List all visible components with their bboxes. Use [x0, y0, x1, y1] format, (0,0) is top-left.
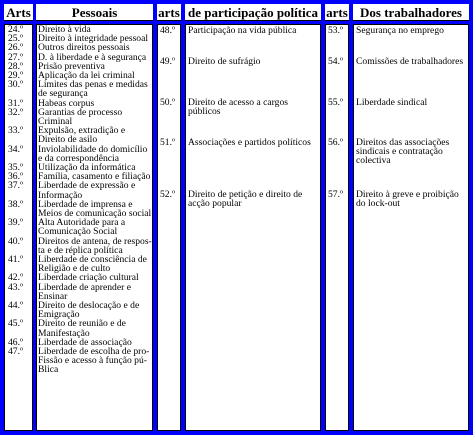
pessoais-art-number: 45.º: [8, 318, 23, 330]
pessoais-right-text: Liberdade de associação: [38, 336, 132, 348]
header-arts-participacao: arts: [158, 5, 180, 20]
pessoais-art-number: 28.º: [8, 60, 23, 72]
pessoais-art-number: 29.º: [8, 70, 23, 81]
pessoais-right-text: Liberdade de aprender e Ensinar: [38, 281, 131, 302]
pessoais-art-number: 31.º: [8, 97, 23, 109]
trabalhadores-art-number: 56.º: [328, 137, 343, 148]
header-pessoais: Pessoais: [36, 4, 153, 21]
pessoais-art-number: 33.º: [8, 125, 23, 137]
participacao-art-number: 49.º: [160, 56, 175, 67]
pessoais-art-number: 44.º: [8, 300, 23, 311]
pessoais-art-number: 41.º: [8, 254, 23, 265]
col-arts-trabalhadores: [325, 24, 349, 431]
pessoais-right-text: Liberdade de imprensa e Meios de comunicação social: [38, 198, 152, 219]
pessoais-art-number: 37.º: [8, 180, 23, 192]
header-arts-trabalhadores: arts: [326, 5, 348, 20]
pessoais-right-text: Habeas corpus: [38, 97, 95, 109]
pessoais-art-number: 27.º: [8, 51, 23, 63]
trabalhadores-right-text: Liberdade sindical: [356, 97, 428, 108]
pessoais-art-number: 38.º: [8, 198, 23, 210]
pessoais-right-text: Família, casamento e filiação: [38, 171, 151, 183]
pessoais-right-text: Liberdade criação cultural: [38, 272, 139, 284]
pessoais-right-text: Inviolabilidade do domicílio e da correspondência: [38, 143, 148, 164]
participacao-right-text: Direito de sufrágio: [188, 56, 261, 67]
pessoais-art-number: 26.º: [8, 42, 23, 54]
pessoais-right-text: Alta Autoridade para a Comunicação Social: [38, 217, 126, 238]
pessoais-right-text: Expulsão, extradição e Direito de asilo: [38, 125, 126, 146]
trabalhadores-right-text: Direito à greve e proibição do lock-out: [356, 189, 459, 210]
pessoais-art-number: 32.º: [8, 106, 23, 118]
pessoais-right-text: Liberdade de escolha de pro- Fissão e acesso à função pú- Blica: [38, 346, 150, 376]
trabalhadores-art-number: 57.º: [328, 189, 343, 200]
pessoais-art-number: 30.º: [8, 79, 23, 91]
pessoais-art-number: 25.º: [8, 33, 23, 45]
participacao-art-number: 51.º: [160, 137, 175, 148]
trabalhadores-right-text: Direitos das associações sindicais e contratação colectiva: [356, 137, 450, 167]
pessoais-right-text: Direito de reunião e de Manifestação: [38, 318, 126, 339]
pessoais-art-number: 47.º: [8, 346, 23, 357]
header-trabalhadores: Dos trabalhadores: [353, 4, 469, 21]
participacao-right-text: Participação na vida pública: [188, 25, 297, 36]
participacao-right-text: Associações e partidos políticos: [188, 137, 311, 148]
trabalhadores-art-number: 55.º: [328, 97, 343, 108]
trabalhadores-right-text: Segurança no emprego: [356, 25, 444, 36]
participacao-right-text: Direito de petição e direito de acção popular: [188, 189, 303, 210]
col-trabalhadores: [353, 24, 469, 431]
pessoais-right-text: Direito à vida: [38, 24, 91, 35]
pessoais-right-text: Limites das penas e medidas de segurança: [38, 79, 148, 100]
pessoais-art-number: 34.º: [8, 143, 23, 155]
pessoais-art-number: 35.º: [8, 162, 23, 173]
pessoais-right-text: Direito de deslocação e de Emigração: [38, 300, 140, 321]
pessoais-art-number: 24.º: [8, 24, 23, 35]
pessoais-right-text: Liberdade de expressão e Informação: [38, 180, 136, 201]
pessoais-right-text: Liberdade de consciência de Religião e de culto: [38, 254, 147, 275]
participacao-art-number: 52.º: [160, 189, 175, 200]
participacao-art-number: 48.º: [160, 25, 175, 36]
col-participacao: [185, 24, 321, 431]
pessoais-right-text: Direitos de antena, de respos- ta e de réplica política: [38, 235, 152, 256]
pessoais-right-text: Outros direitos pessoais: [38, 42, 130, 54]
header-participacao: de participação política: [185, 4, 321, 21]
header-arts-pessoais: Arts: [4, 4, 33, 21]
pessoais-art-number: 39.º: [8, 217, 23, 229]
trabalhadores-right-text: Comissões de trabalhadores: [356, 56, 464, 67]
pessoais-right-text: D. à liberdade e à segurança: [38, 51, 147, 63]
participacao-art-number: 50.º: [160, 97, 175, 108]
pessoais-right-text: Prisão preventiva: [38, 60, 105, 72]
pessoais-right-text: Direito à integridade pessoal: [38, 33, 149, 45]
col-arts-participacao: [157, 24, 181, 431]
pessoais-art-number: 42.º: [8, 272, 23, 284]
pessoais-art-number: 46.º: [8, 336, 23, 348]
trabalhadores-art-number: 54.º: [328, 56, 343, 67]
pessoais-right-text: Utilização da informática: [38, 162, 136, 173]
pessoais-right-text: Aplicação da lei criminal: [38, 70, 135, 81]
pessoais-right-text: Garantias de processo Criminal: [38, 106, 123, 127]
pessoais-art-number: 43.º: [8, 281, 23, 293]
trabalhadores-art-number: 53.º: [328, 25, 343, 36]
participacao-right-text: Direito de acesso a cargos públicos: [188, 97, 288, 118]
pessoais-art-number: 40.º: [8, 235, 23, 247]
pessoais-art-number: 36.º: [8, 171, 23, 183]
